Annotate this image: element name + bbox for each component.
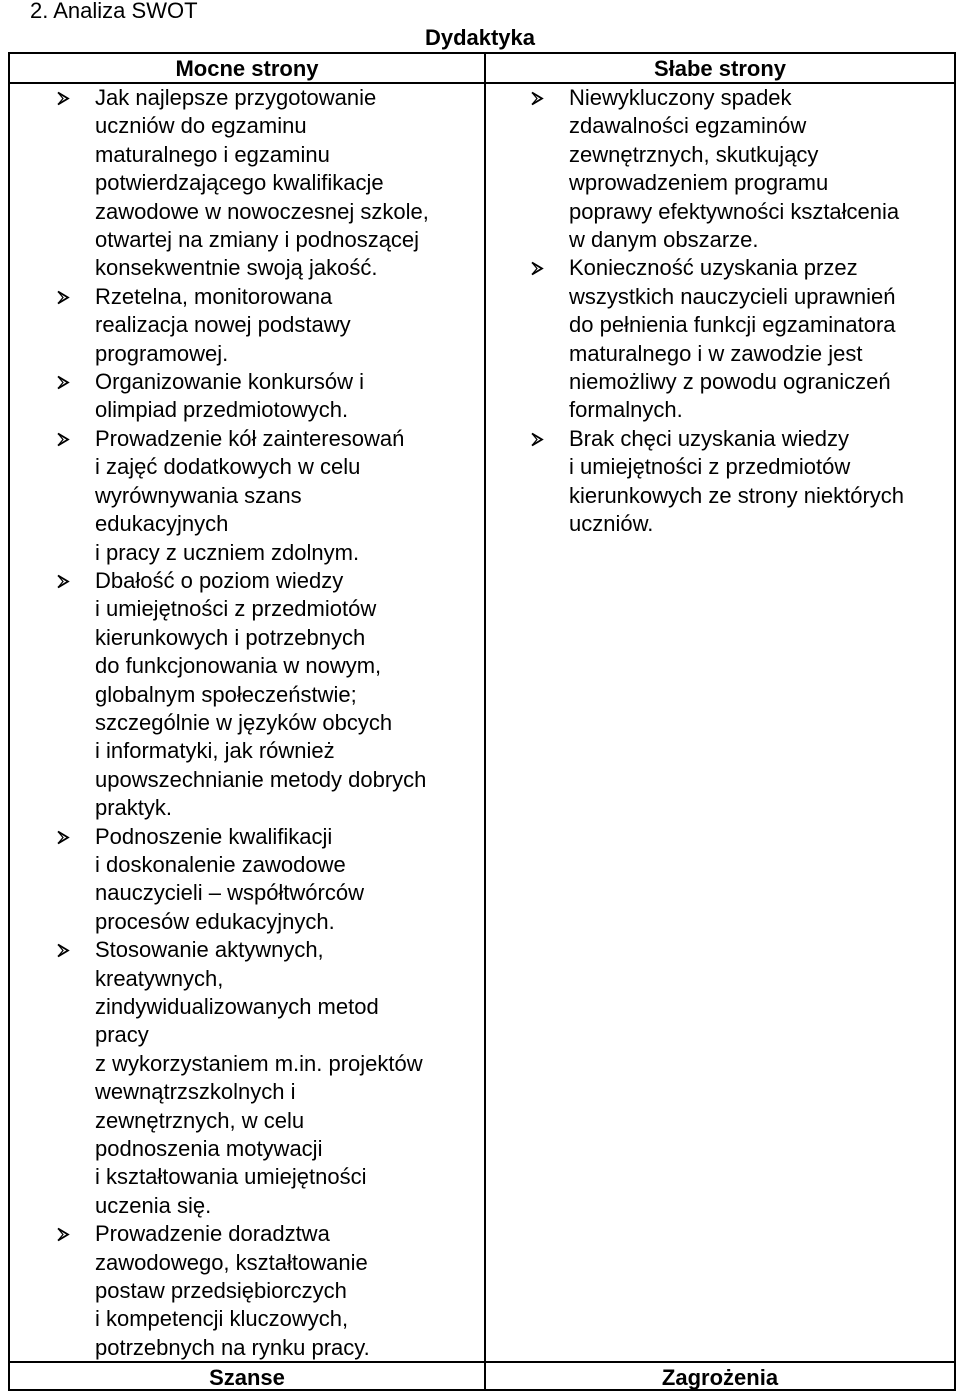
arrow-bullet-icon [54, 823, 74, 851]
list-item [54, 84, 478, 283]
arrow-bullet-icon [54, 283, 74, 311]
arrow-bullet-icon [54, 84, 74, 112]
swot-table [8, 52, 956, 1391]
arrow-bullet-icon [54, 567, 74, 595]
list-item-text: Brak chęci uzyskania wiedzy i umiejętności z przedmiotów kierunkowych ze strony niektórych uczniów. [569, 425, 905, 537]
arrow-bullet-icon [54, 1220, 74, 1248]
list-item-text: Stosowanie aktywnych, kreatywnych, zindywidualizowanych metod pracy z wykorzystaniem m.in. projektów wewnątrzszkolnych i zewnętrznych, w celu podnoszenia motywacji i kształtowania umiejętności uczenia się. [95, 937, 423, 1218]
arrow-bullet-icon [528, 254, 548, 282]
list-item-text: Prowadzenie kół zainteresowań i zajęć dodatkowych w celu wyrównywania szans edukacyjnych i pracy z uczniem zdolnym. [95, 425, 405, 565]
arrow-bullet-icon [54, 425, 74, 453]
threats-heading: Zagrożenia [661, 1365, 779, 1390]
arrow-bullet-icon [54, 368, 74, 396]
list-item-text: Jak najlepsze przygotowanie uczniów do egzaminu maturalnego i egzaminu potwierdzającego kwalifikacje zawodowe w nowoczesnej szkole, otwartej na zmiany i podnoszącej konsekwentnie swoją jakość. [95, 85, 429, 281]
list-item [54, 283, 478, 368]
list-item [54, 425, 478, 567]
category-heading: Dydaktyka [424, 25, 536, 50]
list-item-text: Organizowanie konkursów i olimpiad przedmiotowych. [95, 369, 365, 423]
list-item [54, 567, 478, 823]
list-item-text: Rzetelna, monitorowana realizacja nowej podstawy programowej. [95, 283, 351, 366]
opportunities-heading: Szanse [209, 1365, 285, 1390]
list-item-text: Konieczność uzyskania przez wszystkich nauczycieli uprawnień do pełnienia funkcji egzaminatora maturalnego i w zawodzie jest niemożliwy z powodu ograniczeń formalnych. [569, 255, 896, 423]
weaknesses-heading: Słabe strony [653, 56, 787, 81]
strengths-heading: Mocne strony [175, 56, 319, 81]
list-item-text: Podnoszenie kwalifikacji i doskonalenie zawodowe nauczycieli – współtwórców procesów edukacyjnych. [95, 823, 364, 934]
strengths-list [54, 84, 478, 1362]
list-item [54, 1220, 478, 1362]
section-title: 2. Analiza SWOT [30, 0, 198, 23]
arrow-bullet-icon [54, 936, 74, 964]
list-item [54, 823, 478, 937]
column-divider [484, 54, 486, 1389]
arrow-bullet-icon [528, 425, 548, 453]
weaknesses-list [528, 84, 954, 539]
arrow-bullet-icon [528, 84, 548, 112]
list-item [54, 936, 478, 1220]
list-item [54, 368, 478, 425]
list-item [528, 84, 954, 254]
list-item [528, 425, 954, 539]
list-item-text: Niewykluczony spadek zdawalności egzaminów zewnętrznych, skutkujący wprowadzeniem programu poprawy efektywności kształcenia w danym obszarze. [569, 85, 900, 253]
list-item [528, 254, 954, 424]
list-item-text: Dbałość o poziom wiedzy i umiejętności z przedmiotów kierunkowych i potrzebnych do funkcjonowania w nowym, globalnym społeczeństwie; szczególnie w języków obcych i informatyki, jak również upowszechnianie metody dobrych praktyk. [95, 567, 427, 821]
list-item-text: Prowadzenie doradztwa zawodowego, kształtowanie postaw przedsiębiorczych i kompetencji kluczowych, potrzebnych na rynku pracy. [95, 1221, 370, 1360]
